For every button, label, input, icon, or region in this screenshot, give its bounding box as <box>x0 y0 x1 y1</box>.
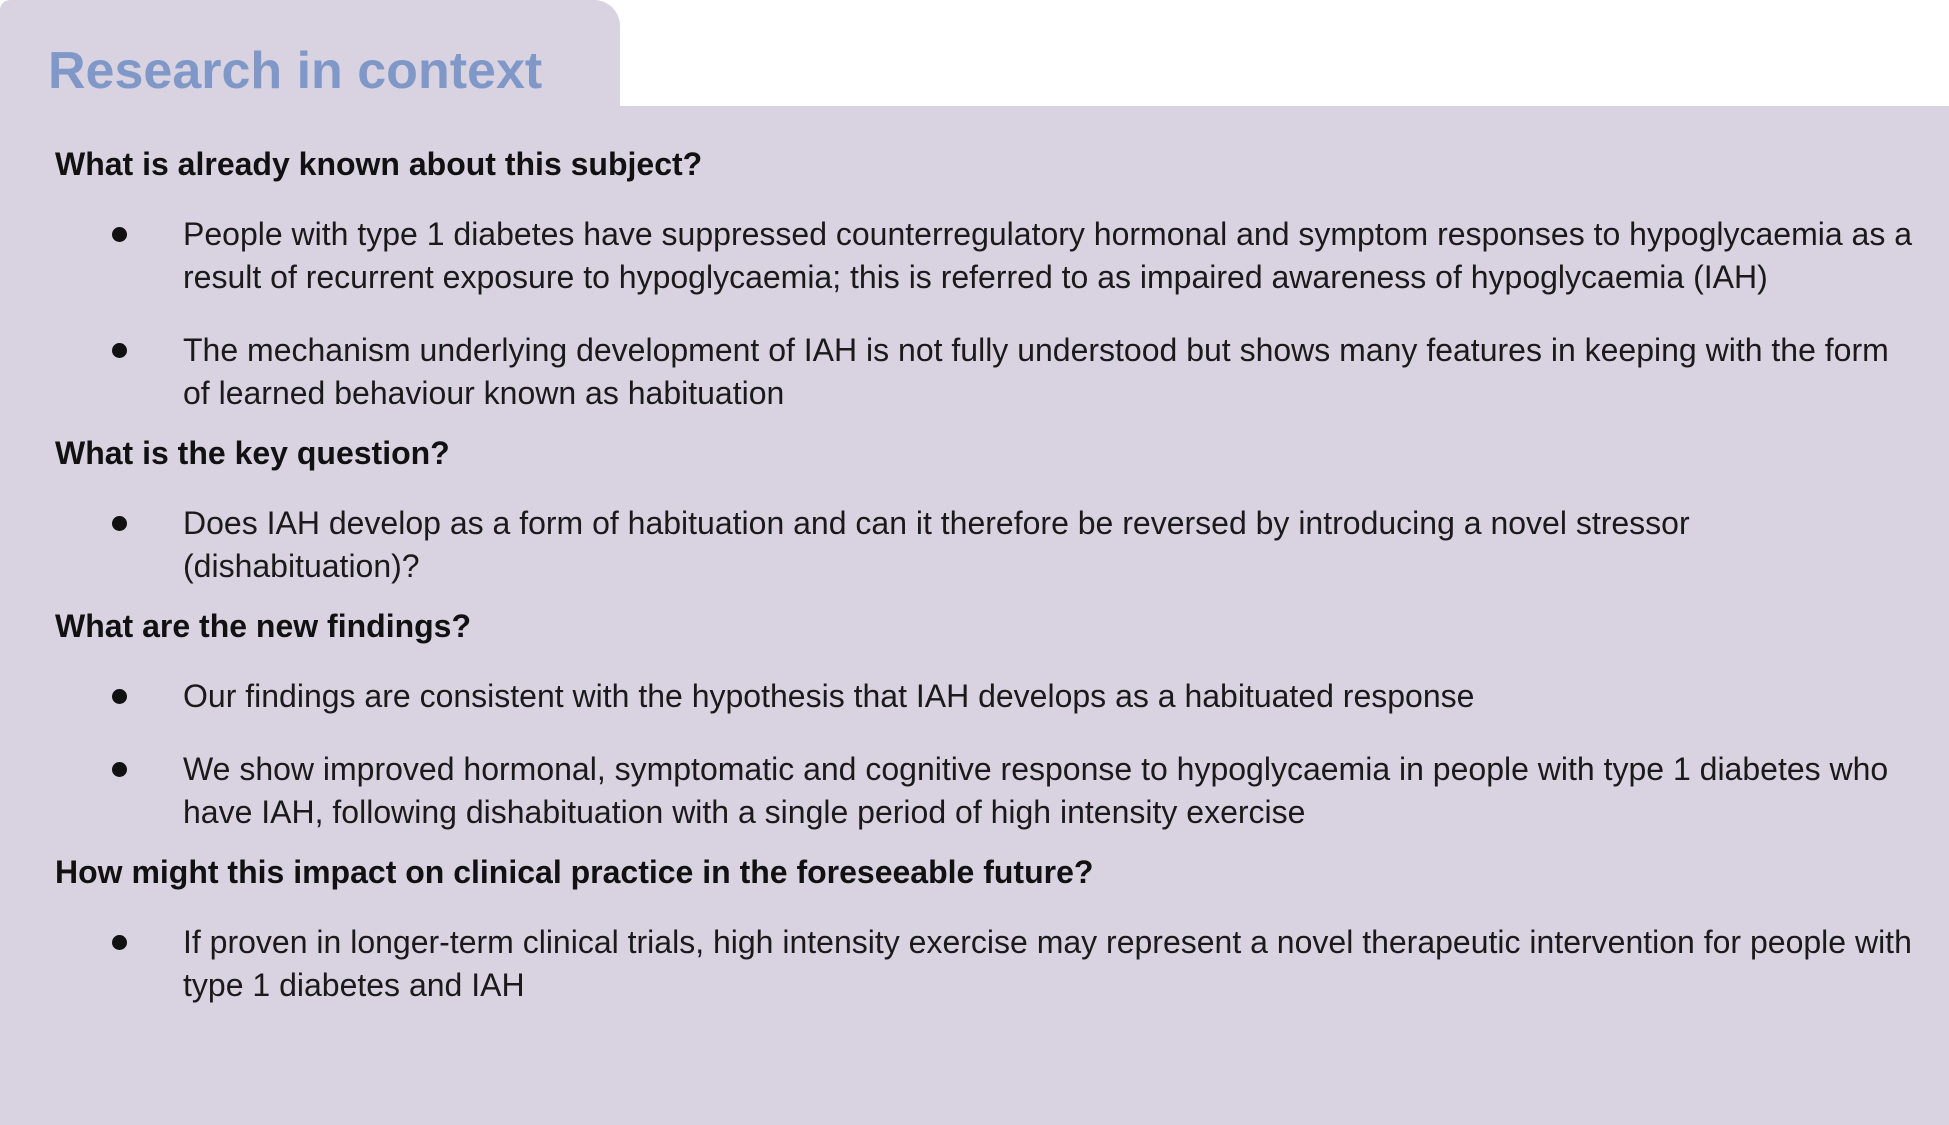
bullet-list <box>55 502 1915 588</box>
section-heading: How might this impact on clinical practice in the foreseeable future? <box>55 854 1094 890</box>
bullet-item <box>55 213 1915 299</box>
bullet-text: We show improved hormonal, symptomatic and cognitive response to hypoglycaemia in people with type 1 diabetes who have IAH, following dishabituation with a single period of high intensity exercise <box>183 751 1889 830</box>
bullet-item <box>55 675 1915 718</box>
bullet-text: Our findings are consistent with the hypothesis that IAH develops as a habituated response <box>183 678 1475 714</box>
bullet-item <box>55 502 1915 588</box>
panel-content <box>55 144 1915 1007</box>
section-clinical-impact <box>55 852 1915 1007</box>
bullet-text: Does IAH develop as a form of habituation and can it therefore be reversed by introducing a novel stressor (dishabituation)? <box>183 505 1690 584</box>
bullet-icon <box>112 227 127 242</box>
bullet-text: People with type 1 diabetes have suppressed counterregulatory hormonal and symptom responses to hypoglycaemia as a result of recurrent exposure to hypoglycaemia; this is referred to as impaired awareness of hypoglycaemia (IAH) <box>183 216 1912 295</box>
bullet-item <box>55 748 1915 834</box>
section-heading: What is already known about this subject? <box>55 146 703 182</box>
box-title: Research in context <box>48 42 543 100</box>
section-new-findings <box>55 606 1915 834</box>
bullet-icon <box>112 935 127 950</box>
bullet-list <box>55 213 1915 415</box>
title-tab <box>0 0 620 120</box>
bullet-icon <box>112 762 127 777</box>
bullet-text: The mechanism underlying development of IAH is not fully understood but shows many features in keeping with the form of learned behaviour known as habituation <box>183 332 1889 411</box>
bullet-list <box>55 675 1915 834</box>
bullet-icon <box>112 343 127 358</box>
bullet-item <box>55 921 1915 1007</box>
bullet-list <box>55 921 1915 1007</box>
bullet-icon <box>112 689 127 704</box>
bullet-text: If proven in longer-term clinical trials, high intensity exercise may represent a novel therapeutic intervention for people with type 1 diabetes and IAH <box>183 924 1912 1003</box>
bullet-item <box>55 329 1915 415</box>
section-heading: What is the key question? <box>55 435 450 471</box>
research-in-context-panel <box>0 106 1949 1125</box>
section-heading: What are the new findings? <box>55 608 472 644</box>
bullet-icon <box>112 516 127 531</box>
section-key-question <box>55 433 1915 588</box>
section-known <box>55 144 1915 415</box>
